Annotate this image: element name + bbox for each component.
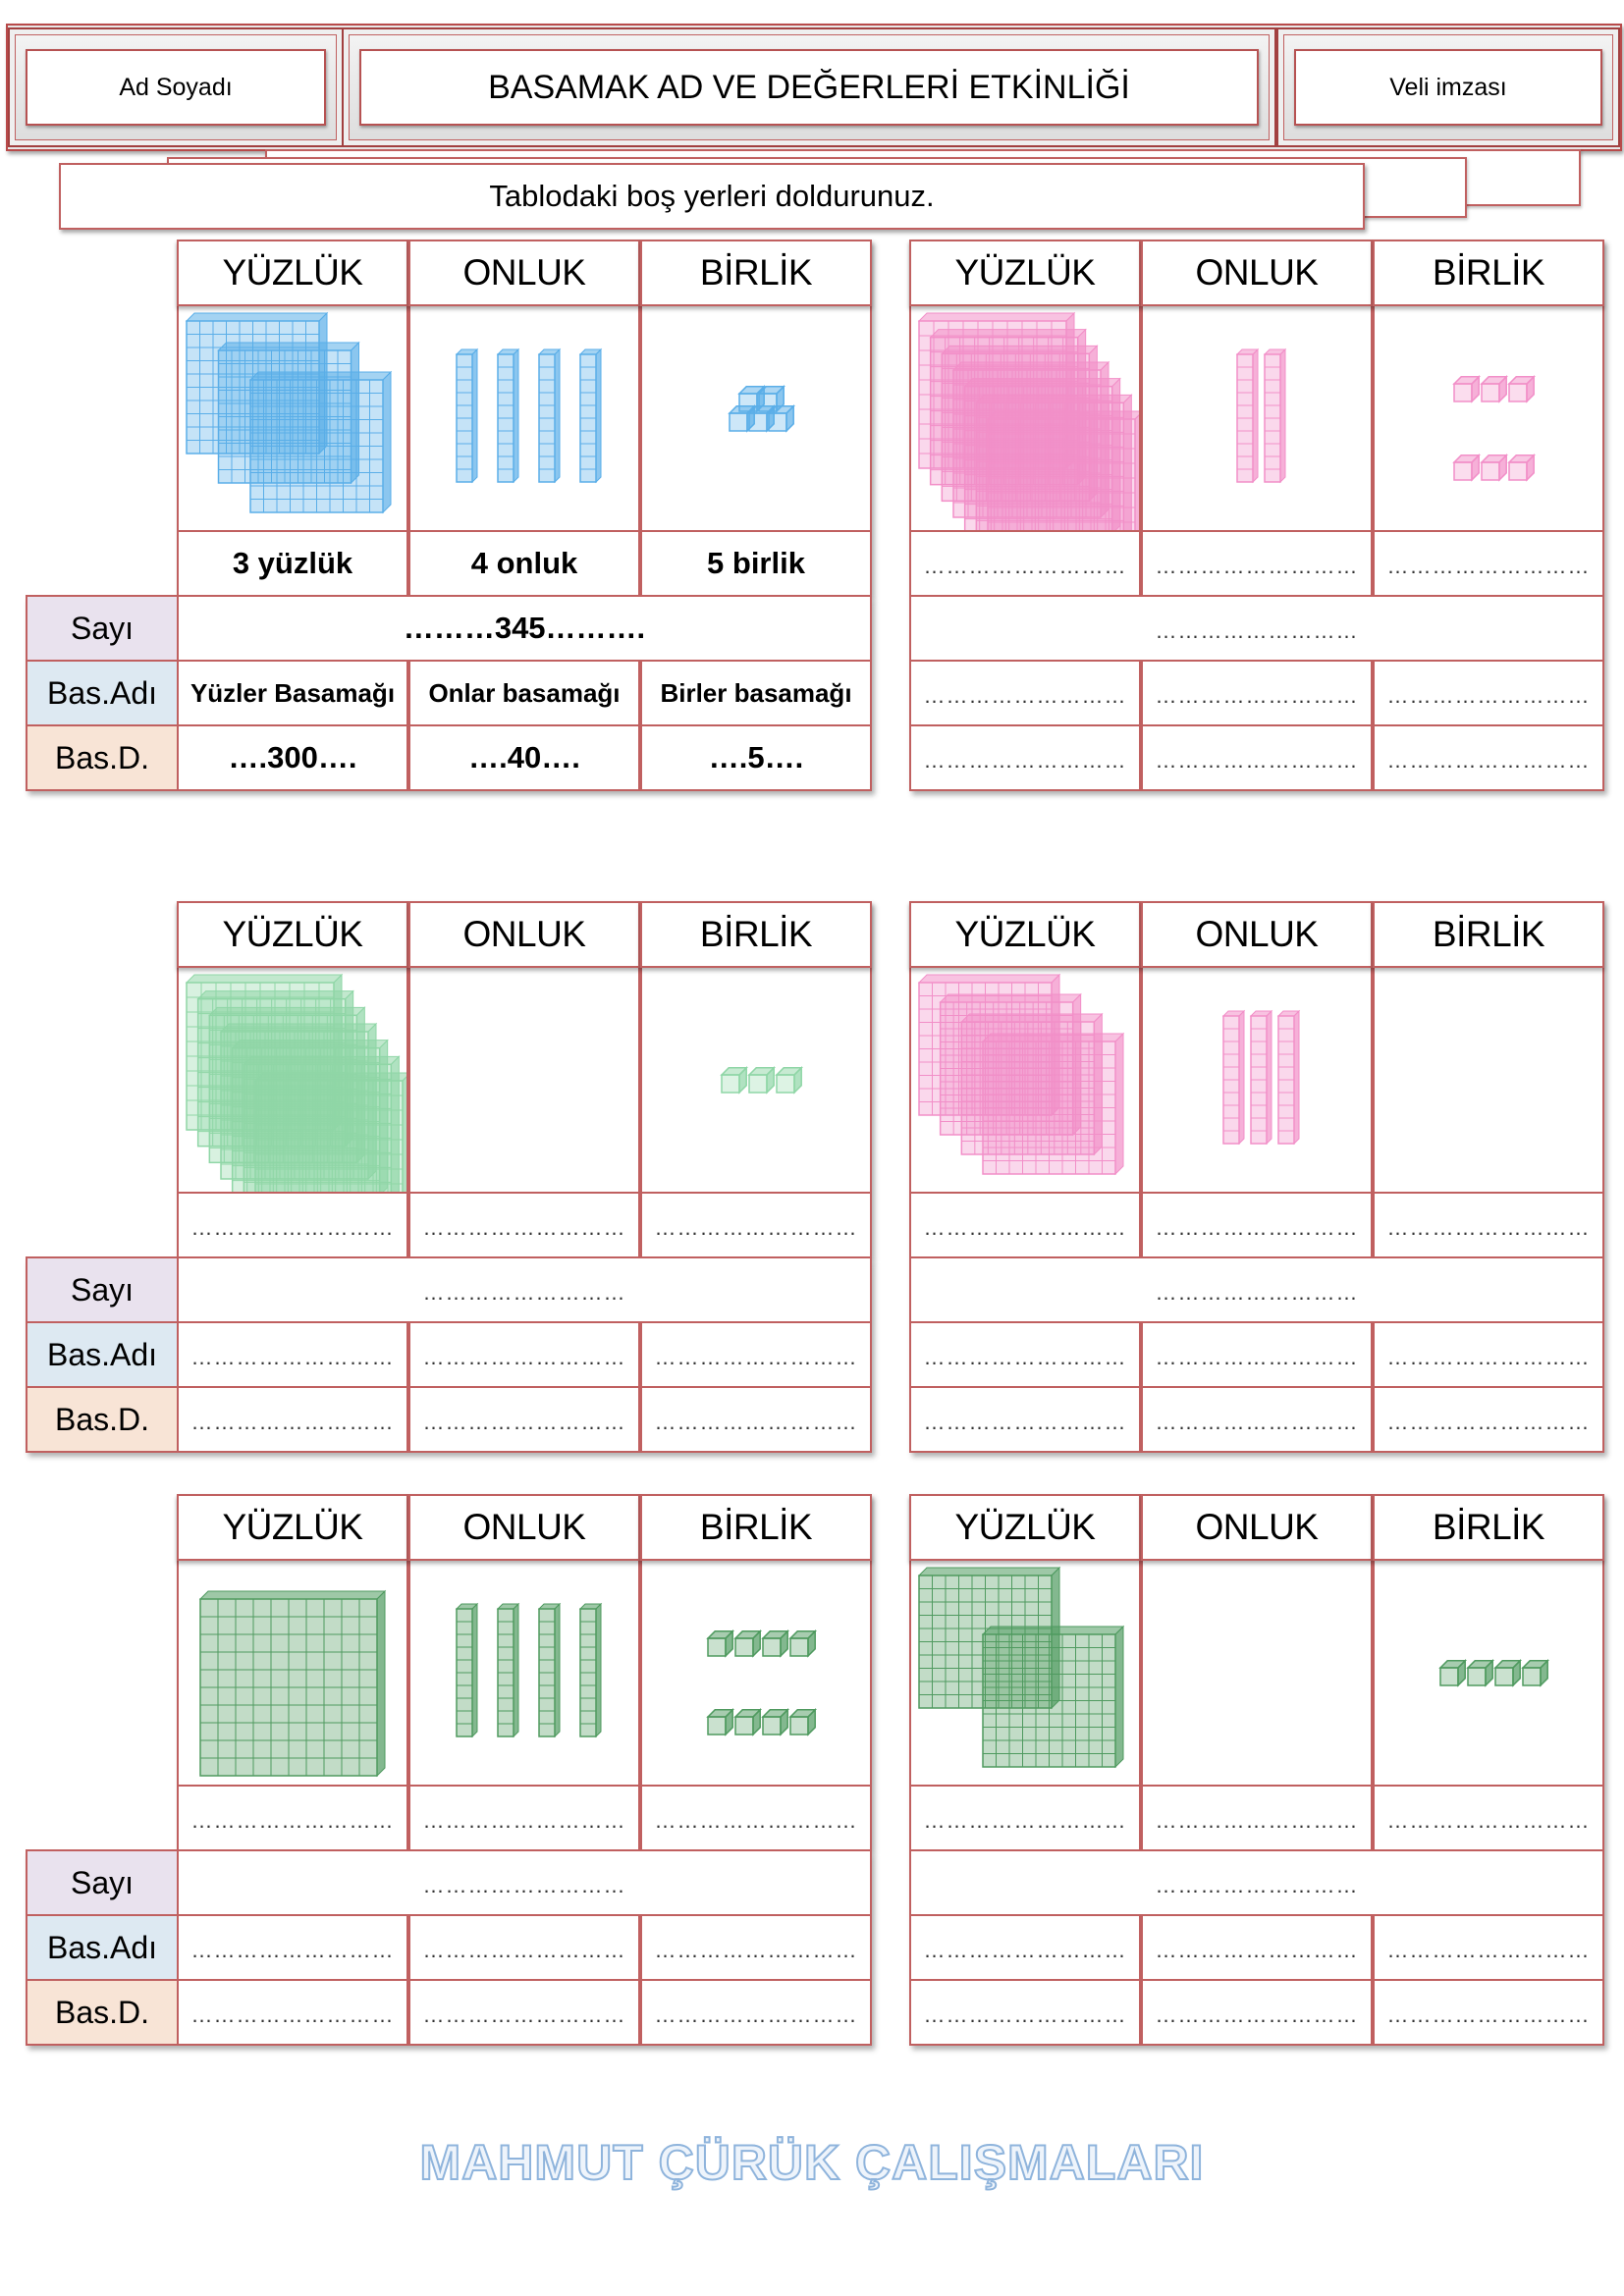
one-cube	[763, 1710, 787, 1735]
hundred-flat	[983, 1627, 1123, 1767]
one-cube	[777, 1068, 801, 1093]
ten-rod	[580, 1604, 601, 1736]
tens-rods	[1143, 305, 1371, 531]
bas-d-field[interactable]: ………………………	[909, 1386, 1141, 1453]
base-ten-image-ones	[1373, 304, 1604, 532]
bas-adi-field[interactable]: ………………………	[1141, 1914, 1373, 1981]
bas-d-field[interactable]: ………………………	[408, 1386, 640, 1453]
signature-box	[1276, 27, 1620, 147]
one-cube	[790, 1710, 815, 1735]
sayi-field[interactable]: ………………………	[177, 1256, 872, 1323]
ones-cubes	[642, 305, 870, 531]
ten-rod	[1265, 349, 1285, 482]
count-field[interactable]: ………………………	[909, 530, 1141, 597]
bas-adi-field[interactable]: ………………………	[640, 1321, 872, 1388]
count-field[interactable]: ………………………	[177, 1192, 408, 1258]
bas-d-field[interactable]: ………………………	[640, 1979, 872, 2046]
column-header-onluk: ONLUK	[408, 901, 640, 968]
column-header-onluk: ONLUK	[408, 1494, 640, 1561]
count-field[interactable]: ………………………	[408, 1192, 640, 1258]
one-cube	[1482, 455, 1506, 480]
ten-rod	[1278, 1011, 1299, 1144]
one-cube	[708, 1710, 732, 1735]
count-field[interactable]: ………………………	[1141, 1785, 1373, 1851]
bas-adi-field[interactable]: ………………………	[640, 1914, 872, 1981]
title-box	[342, 27, 1276, 147]
bas-d-field[interactable]: ………………………	[640, 1386, 872, 1453]
bas-adi-field[interactable]: ………………………	[177, 1321, 408, 1388]
one-cube	[1495, 1661, 1520, 1685]
sayi-field[interactable]: ………………………	[909, 1849, 1604, 1916]
base-ten-image-ones	[640, 304, 872, 532]
row-label-bas-d: Bas.D.	[26, 1979, 179, 2046]
hundreds-blocks	[179, 967, 406, 1193]
base-ten-image-ones	[640, 1559, 872, 1787]
ten-rod	[1223, 1011, 1244, 1144]
bas-d-field[interactable]: ………………………	[177, 1979, 408, 2046]
base-ten-image-tens	[1141, 304, 1373, 532]
bas-d-field[interactable]: ………………………	[177, 1386, 408, 1453]
hundreds-blocks	[911, 1560, 1139, 1786]
base-ten-image-ones	[1373, 966, 1604, 1194]
bas-d-field[interactable]: ………………………	[1373, 1386, 1604, 1453]
column-header-onluk: ONLUK	[1141, 1494, 1373, 1561]
bas-adi-field[interactable]: ………………………	[177, 1914, 408, 1981]
column-header-yuzluk: YÜZLÜK	[909, 1494, 1141, 1561]
bas-d-field[interactable]: ………………………	[1373, 1979, 1604, 2046]
one-cube	[1482, 377, 1506, 401]
base-ten-image-tens	[1141, 966, 1373, 1194]
count-field[interactable]: ………………………	[1373, 530, 1604, 597]
row-label-sayi: Sayı	[26, 1256, 179, 1323]
base-ten-image-hundreds	[177, 1559, 408, 1787]
hundreds-blocks	[179, 305, 406, 531]
count-field[interactable]: ………………………	[1373, 1192, 1604, 1258]
count-field[interactable]: ………………………	[1141, 530, 1373, 597]
count-field[interactable]: 5 birlik	[640, 530, 872, 597]
sayi-field[interactable]: ………………………	[177, 1849, 872, 1916]
count-field[interactable]: ………………………	[909, 1192, 1141, 1258]
count-field[interactable]: ………………………	[1141, 1192, 1373, 1258]
column-header-birlik: BİRLİK	[640, 240, 872, 306]
hundred-flat	[200, 1591, 385, 1776]
bas-d-field[interactable]: ………………………	[1141, 1979, 1373, 2046]
one-cube	[1454, 377, 1479, 401]
row-label-sayi: Sayı	[26, 595, 179, 662]
one-cube	[749, 1068, 774, 1093]
ones-cubes	[642, 967, 870, 1193]
name-label: Ad Soyadı	[119, 73, 233, 101]
hundred-flat	[255, 1073, 406, 1193]
column-header-yuzluk: YÜZLÜK	[177, 1494, 408, 1561]
column-header-yuzluk: YÜZLÜK	[909, 240, 1141, 306]
column-header-yuzluk: YÜZLÜK	[909, 901, 1141, 968]
column-header-onluk: ONLUK	[1141, 901, 1373, 968]
bas-adi-field[interactable]: ………………………	[1373, 1321, 1604, 1388]
hundreds-blocks	[911, 305, 1139, 531]
row-label-bas-adi: Bas.Adı	[26, 1321, 179, 1388]
bas-adi-field[interactable]: ………………………	[1141, 660, 1373, 726]
sayi-field[interactable]: ………345……….	[177, 595, 872, 662]
one-cube	[1468, 1661, 1492, 1685]
sayi-field[interactable]: ………………………	[909, 1256, 1604, 1323]
base-ten-image-tens	[1141, 1559, 1373, 1787]
base-ten-image-hundreds	[177, 966, 408, 1194]
bas-d-field[interactable]: ………………………	[1141, 1386, 1373, 1453]
page-title: BASAMAK AD VE DEĞERLERİ ETKİNLİĞİ	[488, 68, 1130, 106]
one-cube	[708, 1631, 732, 1656]
ten-rod	[1237, 349, 1258, 482]
one-cube	[1440, 1661, 1465, 1685]
one-cube	[735, 1710, 760, 1735]
bas-adi-field[interactable]: ………………………	[909, 1914, 1141, 1981]
row-label-bas-d: Bas.D.	[26, 724, 179, 791]
ten-rod	[457, 349, 477, 482]
row-label-bas-d: Bas.D.	[26, 1386, 179, 1453]
hundred-flat	[250, 372, 391, 512]
column-header-yuzluk: YÜZLÜK	[177, 240, 408, 306]
one-cube	[735, 1631, 760, 1656]
column-header-birlik: BİRLİK	[1373, 901, 1604, 968]
one-cube	[790, 1631, 815, 1656]
one-cube	[1509, 455, 1534, 480]
base-ten-image-tens	[408, 1559, 640, 1787]
one-cube	[1509, 377, 1534, 401]
bas-d-field[interactable]: ………………………	[1373, 724, 1604, 791]
base-ten-image-hundreds	[909, 1559, 1141, 1787]
hundred-flat	[983, 1034, 1123, 1174]
name-box	[8, 27, 344, 147]
sayi-field[interactable]: ………………………	[909, 595, 1604, 662]
row-label-bas-adi: Bas.Adı	[26, 660, 179, 726]
ten-rod	[498, 349, 518, 482]
ten-rod	[498, 1604, 518, 1736]
bas-d-field[interactable]: ….40….	[408, 724, 640, 791]
footer-watermark: MAHMUT ÇÜRÜK ÇALIŞMALARI	[419, 2135, 1205, 2190]
count-field[interactable]: ………………………	[177, 1785, 408, 1851]
bas-adi-field[interactable]: ………………………	[909, 1321, 1141, 1388]
count-field[interactable]: ………………………	[909, 1785, 1141, 1851]
column-header-birlik: BİRLİK	[640, 1494, 872, 1561]
count-field[interactable]: ………………………	[408, 1785, 640, 1851]
bas-adi-field[interactable]: ………………………	[408, 1321, 640, 1388]
count-field[interactable]: ………………………	[640, 1785, 872, 1851]
bas-d-field[interactable]: ………………………	[909, 1979, 1141, 2046]
bas-adi-field[interactable]: Onlar basamağı	[408, 660, 640, 726]
ten-rod	[539, 349, 560, 482]
hundreds-blocks	[179, 1560, 406, 1786]
bas-d-field[interactable]: ………………………	[909, 724, 1141, 791]
bas-adi-field[interactable]: Birler basamağı	[640, 660, 872, 726]
count-field[interactable]: 3 yüzlük	[177, 530, 408, 597]
column-header-onluk: ONLUK	[1141, 240, 1373, 306]
bas-adi-field[interactable]: Yüzler Basamağı	[177, 660, 408, 726]
instruction: Tablodaki boş yerleri doldurunuz.	[59, 163, 1365, 230]
count-field[interactable]: ………………………	[1373, 1785, 1604, 1851]
one-cube	[769, 406, 793, 431]
column-header-onluk: ONLUK	[408, 240, 640, 306]
base-ten-image-hundreds	[909, 304, 1141, 532]
bas-d-field[interactable]: ………………………	[408, 1979, 640, 2046]
ones-cubes	[1375, 305, 1602, 531]
one-cube	[722, 1068, 746, 1093]
count-field[interactable]: ………………………	[640, 1192, 872, 1258]
bas-adi-field[interactable]: ………………………	[1373, 1914, 1604, 1981]
base-ten-image-tens	[408, 304, 640, 532]
bas-adi-field[interactable]: ………………………	[909, 660, 1141, 726]
bas-adi-field[interactable]: ………………………	[408, 1914, 640, 1981]
hundred-flat	[988, 411, 1139, 531]
ten-rod	[1251, 1011, 1272, 1144]
base-ten-image-tens	[408, 966, 640, 1194]
bas-d-field[interactable]: ….300….	[177, 724, 408, 791]
count-field[interactable]: 4 onluk	[408, 530, 640, 597]
base-ten-image-hundreds	[177, 304, 408, 532]
column-header-birlik: BİRLİK	[1373, 1494, 1604, 1561]
ones-cubes	[642, 1560, 870, 1786]
base-ten-image-ones	[1373, 1559, 1604, 1787]
tens-rods	[1143, 967, 1371, 1193]
signature-label: Veli imzası	[1389, 73, 1507, 101]
column-header-birlik: BİRLİK	[640, 901, 872, 968]
one-cube	[1454, 455, 1479, 480]
tens-rods	[410, 1560, 638, 1786]
hundreds-blocks	[911, 967, 1139, 1193]
row-label-bas-adi: Bas.Adı	[26, 1914, 179, 1981]
one-cube	[763, 1631, 787, 1656]
bas-adi-field[interactable]: ………………………	[1373, 660, 1604, 726]
ten-rod	[580, 349, 601, 482]
row-label-sayi: Sayı	[26, 1849, 179, 1916]
column-header-birlik: BİRLİK	[1373, 240, 1604, 306]
bas-d-field[interactable]: ………………………	[1141, 724, 1373, 791]
column-header-yuzluk: YÜZLÜK	[177, 901, 408, 968]
bas-d-field[interactable]: ….5….	[640, 724, 872, 791]
bas-adi-field[interactable]: ………………………	[1141, 1321, 1373, 1388]
base-ten-image-hundreds	[909, 966, 1141, 1194]
ten-rod	[457, 1604, 477, 1736]
ones-cubes	[1375, 1560, 1602, 1786]
base-ten-image-ones	[640, 966, 872, 1194]
ten-rod	[539, 1604, 560, 1736]
one-cube	[1523, 1661, 1547, 1685]
tens-rods	[410, 305, 638, 531]
